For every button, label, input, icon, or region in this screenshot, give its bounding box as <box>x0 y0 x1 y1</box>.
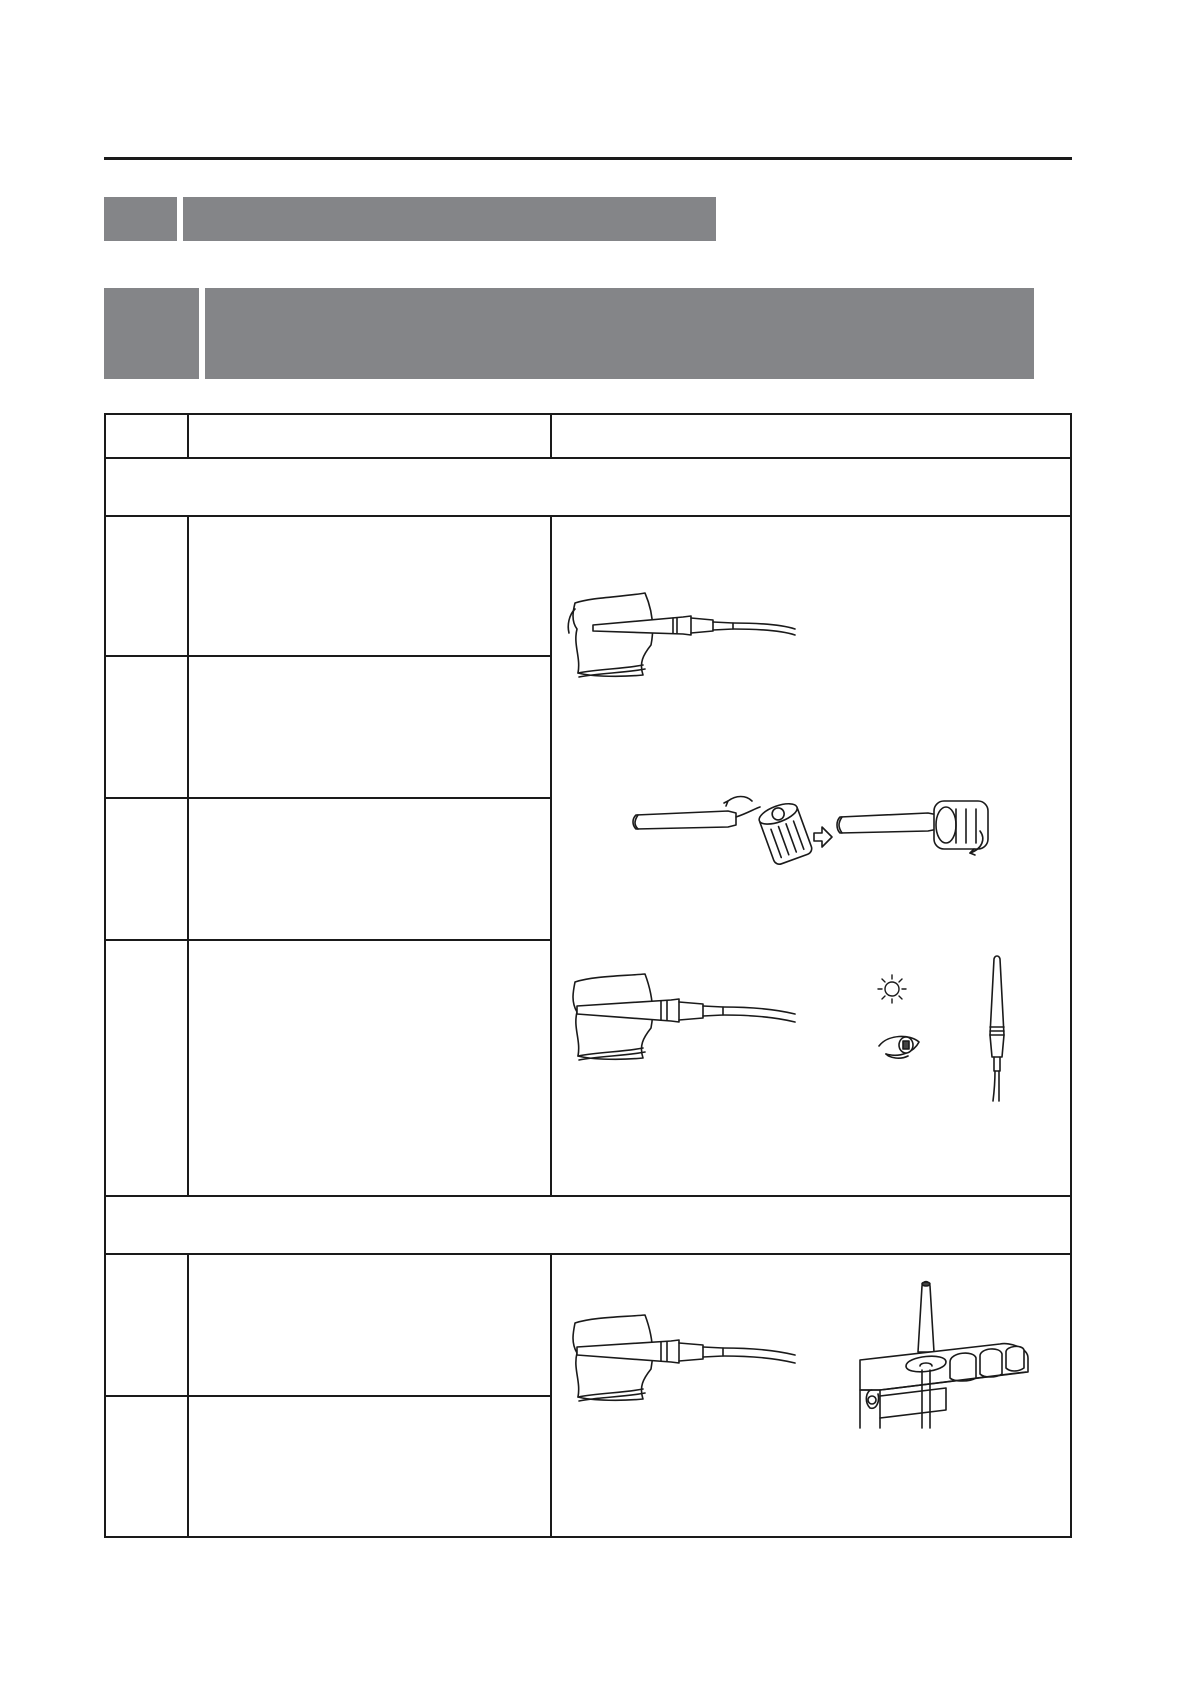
handpiece-holder-illustration <box>850 1278 1035 1433</box>
handpiece-wipe-illustration <box>563 585 803 680</box>
column-divider <box>187 515 189 1197</box>
column-divider <box>187 413 189 459</box>
section-title-bar <box>183 197 716 241</box>
row-divider <box>104 797 551 799</box>
eye-icon <box>876 1030 922 1062</box>
row-divider <box>104 939 551 941</box>
top-rule <box>104 157 1072 160</box>
column-divider <box>550 515 552 1197</box>
upright-handpiece-illustration <box>980 953 1014 1103</box>
column-divider <box>550 413 552 459</box>
column-divider <box>187 1253 189 1538</box>
cap-removal-illustration <box>628 795 1020 895</box>
light-icon <box>876 973 908 1005</box>
group-2-top-divider <box>104 1195 1072 1197</box>
group-1-divider <box>104 515 1072 517</box>
section-number-bar <box>104 197 177 241</box>
group-2-divider <box>104 1253 1072 1255</box>
handpiece-clean-illustration <box>563 972 803 1067</box>
column-divider <box>550 1253 552 1538</box>
subsection-title-bar <box>205 288 1034 379</box>
row-divider <box>104 1395 551 1397</box>
handpiece-cloth-illustration <box>563 1313 803 1408</box>
table-header-divider <box>104 457 1072 459</box>
subsection-number-bar <box>104 288 199 379</box>
row-divider <box>104 655 551 657</box>
